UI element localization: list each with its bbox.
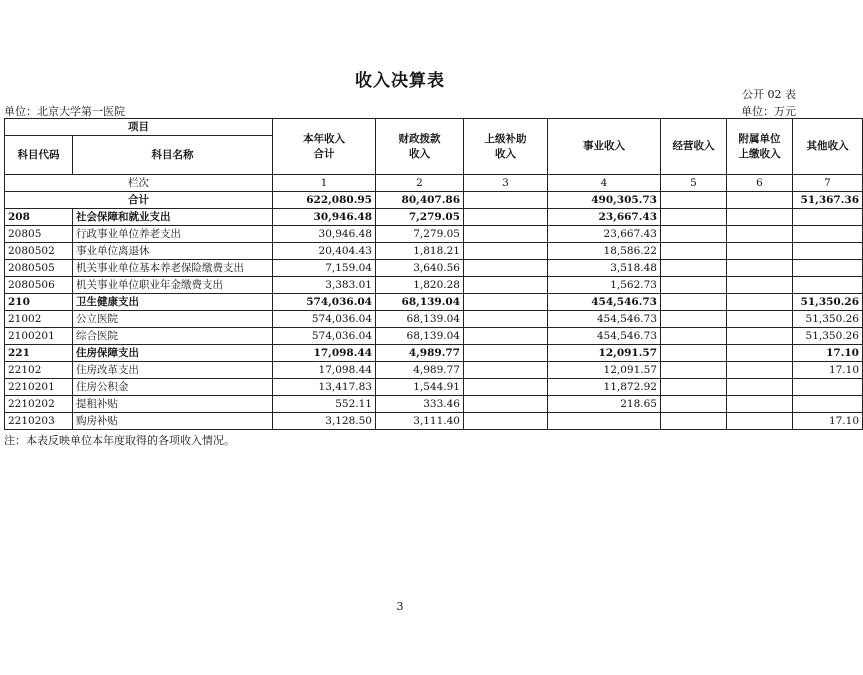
row-cell-affiliated [727, 328, 793, 345]
row-cell-affiliated [727, 209, 793, 226]
row-cell-total: 552.11 [273, 396, 376, 413]
column-number-3: 3 [464, 175, 548, 192]
row-cell-fiscal: 1,544.91 [376, 379, 464, 396]
header-business: 事业收入 [548, 119, 661, 175]
row-cell-other [793, 243, 863, 260]
table-row [5, 362, 863, 379]
row-cell-operating [661, 311, 727, 328]
header-affiliated-line1: 附属单位 [738, 132, 781, 145]
row-cell-superior [464, 277, 548, 294]
row-name: 事业单位离退休 [73, 243, 273, 260]
row-code: 2210202 [5, 396, 73, 413]
row-cell-other [793, 209, 863, 226]
total-cell-other: 51,367.36 [793, 192, 863, 209]
table-row [5, 243, 863, 260]
row-cell-affiliated [727, 379, 793, 396]
row-cell-superior [464, 396, 548, 413]
row-cell-fiscal: 68,139.04 [376, 311, 464, 328]
table-row [5, 260, 863, 277]
row-cell-other [793, 277, 863, 294]
row-cell-fiscal: 7,279.05 [376, 209, 464, 226]
row-cell-fiscal: 1,820.28 [376, 277, 464, 294]
income-table [4, 118, 863, 430]
row-cell-affiliated [727, 345, 793, 362]
row-cell-fiscal: 333.46 [376, 396, 464, 413]
row-code: 210 [5, 294, 73, 311]
row-name: 购房补贴 [73, 413, 273, 430]
row-cell-other [793, 226, 863, 243]
row-cell-total: 30,946.48 [273, 226, 376, 243]
row-cell-business [548, 413, 661, 430]
header-total-line2: 合计 [313, 147, 335, 160]
table-row [5, 328, 863, 345]
row-code: 2100201 [5, 328, 73, 345]
page-number: 3 [396, 600, 404, 613]
row-cell-operating [661, 362, 727, 379]
row-cell-superior [464, 311, 548, 328]
total-cell-business: 490,305.73 [548, 192, 661, 209]
row-cell-affiliated [727, 413, 793, 430]
header-affiliated-line2: 上缴收入 [738, 147, 781, 160]
row-cell-affiliated [727, 260, 793, 277]
row-cell-business: 12,091.57 [548, 345, 661, 362]
row-cell-superior [464, 260, 548, 277]
row-name: 机关事业单位基本养老保险缴费支出 [73, 260, 273, 277]
row-cell-affiliated [727, 311, 793, 328]
table-row [5, 396, 863, 413]
table-row [5, 226, 863, 243]
total-cell-fiscal: 80,407.86 [376, 192, 464, 209]
row-cell-other: 17.10 [793, 345, 863, 362]
row-code: 21002 [5, 311, 73, 328]
row-cell-fiscal: 68,139.04 [376, 328, 464, 345]
row-cell-total: 574,036.04 [273, 311, 376, 328]
row-cell-operating [661, 379, 727, 396]
table-row [5, 209, 863, 226]
row-cell-business: 18,586.22 [548, 243, 661, 260]
page-title: 收入决算表 [355, 71, 445, 91]
row-cell-fiscal: 4,989.77 [376, 345, 464, 362]
total-cell-superior [464, 192, 548, 209]
table-row [5, 277, 863, 294]
row-cell-affiliated [727, 362, 793, 379]
row-cell-operating [661, 209, 727, 226]
row-code: 2080506 [5, 277, 73, 294]
table-row [5, 413, 863, 430]
row-cell-total: 13,417.83 [273, 379, 376, 396]
row-name: 综合医院 [73, 328, 273, 345]
row-code: 221 [5, 345, 73, 362]
row-cell-business: 454,546.73 [548, 294, 661, 311]
row-cell-total: 3,383.01 [273, 277, 376, 294]
row-cell-total: 17,098.44 [273, 362, 376, 379]
row-code: 2080505 [5, 260, 73, 277]
row-cell-fiscal: 3,111.40 [376, 413, 464, 430]
row-cell-operating [661, 328, 727, 345]
total-row [5, 192, 863, 209]
row-cell-superior [464, 294, 548, 311]
row-cell-business: 218.65 [548, 396, 661, 413]
column-number-2: 2 [376, 175, 464, 192]
row-cell-operating [661, 277, 727, 294]
row-cell-other: 51,350.26 [793, 328, 863, 345]
row-cell-other: 51,350.26 [793, 294, 863, 311]
column-number-6: 6 [727, 175, 793, 192]
row-name: 提租补贴 [73, 396, 273, 413]
row-cell-fiscal: 68,139.04 [376, 294, 464, 311]
row-code: 2210201 [5, 379, 73, 396]
row-cell-affiliated [727, 294, 793, 311]
row-cell-total: 30,946.48 [273, 209, 376, 226]
header-fiscal [376, 119, 464, 175]
row-cell-affiliated [727, 226, 793, 243]
column-number-4: 4 [548, 175, 661, 192]
row-cell-operating [661, 345, 727, 362]
currency-unit: 单位：万元 [741, 105, 796, 118]
total-cell-affiliated [727, 192, 793, 209]
row-code: 22102 [5, 362, 73, 379]
header-item: 项目 [5, 119, 273, 136]
row-cell-affiliated [727, 396, 793, 413]
row-cell-total: 574,036.04 [273, 328, 376, 345]
row-code: 208 [5, 209, 73, 226]
row-cell-business: 1,562.73 [548, 277, 661, 294]
row-name: 行政事业单位养老支出 [73, 226, 273, 243]
row-cell-operating [661, 396, 727, 413]
header-fiscal-line1: 财政拨款 [398, 132, 441, 145]
row-cell-other: 17.10 [793, 413, 863, 430]
row-cell-affiliated [727, 243, 793, 260]
total-label: 合计 [5, 192, 273, 209]
total-cell-total: 622,080.95 [273, 192, 376, 209]
row-name: 公立医院 [73, 311, 273, 328]
row-cell-fiscal: 7,279.05 [376, 226, 464, 243]
row-cell-superior [464, 345, 548, 362]
row-cell-total: 20,404.43 [273, 243, 376, 260]
header-name: 科目名称 [73, 136, 273, 175]
row-cell-operating [661, 226, 727, 243]
table-row [5, 311, 863, 328]
header-total-line1: 本年收入 [303, 132, 345, 145]
header-code: 科目代码 [5, 136, 73, 175]
header-affiliated [727, 119, 793, 175]
row-cell-affiliated [727, 277, 793, 294]
total-cell-operating [661, 192, 727, 209]
header-superior-line1: 上级补助 [484, 132, 527, 145]
column-number-1: 1 [273, 175, 376, 192]
column-number-row [5, 175, 863, 192]
row-cell-business: 3,518.48 [548, 260, 661, 277]
row-cell-fiscal: 3,640.56 [376, 260, 464, 277]
table-note: 注：本表反映单位本年度取得的各项收入情况。 [4, 434, 235, 447]
header-operating: 经营收入 [661, 119, 727, 175]
row-cell-superior [464, 362, 548, 379]
table-row [5, 294, 863, 311]
row-cell-superior [464, 328, 548, 345]
table-row [5, 379, 863, 396]
row-cell-total: 17,098.44 [273, 345, 376, 362]
row-cell-operating [661, 294, 727, 311]
row-cell-other [793, 379, 863, 396]
form-number: 公开 02 表 [742, 88, 796, 101]
header-fiscal-line2: 收入 [409, 147, 430, 160]
row-cell-business: 12,091.57 [548, 362, 661, 379]
row-cell-business: 11,872.92 [548, 379, 661, 396]
row-cell-superior [464, 209, 548, 226]
row-cell-superior [464, 243, 548, 260]
row-cell-total: 3,128.50 [273, 413, 376, 430]
header-other: 其他收入 [793, 119, 863, 175]
row-name: 住房公积金 [73, 379, 273, 396]
row-cell-total: 7,159.04 [273, 260, 376, 277]
row-name: 住房改革支出 [73, 362, 273, 379]
row-cell-other [793, 396, 863, 413]
column-number-7: 7 [793, 175, 863, 192]
row-cell-superior [464, 379, 548, 396]
row-cell-other: 17.10 [793, 362, 863, 379]
header-superior [464, 119, 548, 175]
header-total [273, 119, 376, 175]
row-cell-operating [661, 260, 727, 277]
row-cell-other [793, 260, 863, 277]
row-name: 机关事业单位职业年金缴费支出 [73, 277, 273, 294]
row-name: 社会保障和就业支出 [73, 209, 273, 226]
row-cell-fiscal: 1,818.21 [376, 243, 464, 260]
row-cell-superior [464, 226, 548, 243]
row-code: 2080502 [5, 243, 73, 260]
row-name: 卫生健康支出 [73, 294, 273, 311]
row-code: 2210203 [5, 413, 73, 430]
row-cell-business: 23,667.43 [548, 226, 661, 243]
row-cell-business: 23,667.43 [548, 209, 661, 226]
row-name: 住房保障支出 [73, 345, 273, 362]
row-cell-total: 574,036.04 [273, 294, 376, 311]
row-cell-superior [464, 413, 548, 430]
row-cell-operating [661, 243, 727, 260]
table-row [5, 345, 863, 362]
reporting-unit: 单位：北京大学第一医院 [4, 105, 125, 118]
row-code: 20805 [5, 226, 73, 243]
column-number-5: 5 [661, 175, 727, 192]
row-cell-other: 51,350.26 [793, 311, 863, 328]
row-cell-business: 454,546.73 [548, 328, 661, 345]
row-cell-fiscal: 4,989.77 [376, 362, 464, 379]
column-number-label: 栏次 [5, 175, 273, 192]
row-cell-operating [661, 413, 727, 430]
header-superior-line2: 收入 [495, 147, 516, 160]
row-cell-business: 454,546.73 [548, 311, 661, 328]
